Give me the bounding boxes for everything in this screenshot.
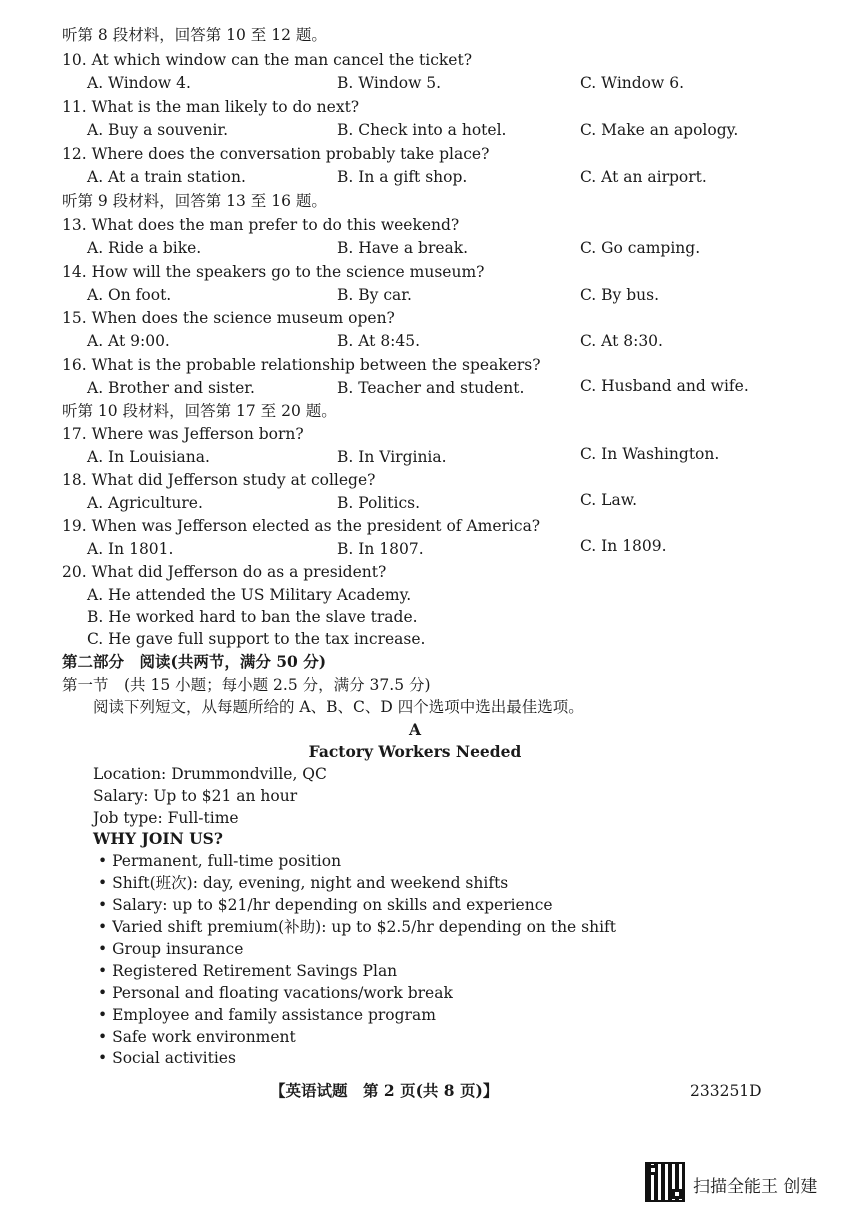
option-14a: A. On foot. [87, 286, 172, 304]
passage-title: Factory Workers Needed [308, 742, 522, 761]
benefit-item: • Salary: up to $21/hr depending on skills and experience [98, 896, 553, 914]
ad-job-type: Job type: Full-time [93, 809, 239, 827]
ad-location: Location: Drummondville, QC [93, 765, 327, 783]
option-15c: C. At 8:30. [580, 332, 663, 350]
option-10c: C. Window 6. [580, 74, 684, 92]
option-13b: B. Have a break. [337, 239, 469, 257]
option-15b: B. At 8:45. [337, 332, 421, 350]
option-18a: A. Agriculture. [87, 494, 203, 512]
question-17: 17. Where was Jefferson born? [62, 425, 304, 443]
question-10: 10. At which window can the man cancel the ticket? [62, 51, 473, 69]
option-19c: C. In 1809. [580, 537, 667, 555]
benefit-item: • Registered Retirement Savings Plan [98, 962, 398, 980]
option-17b: B. In Virginia. [337, 448, 447, 466]
qr-code-icon [645, 1162, 685, 1202]
option-12a: A. At a train station. [87, 168, 246, 186]
option-17c: C. In Washington. [580, 445, 720, 463]
question-16: 16. What is the probable relationship between the speakers? [62, 356, 541, 374]
benefit-item: • Group insurance [98, 940, 244, 958]
question-14: 14. How will the speakers go to the science museum? [62, 263, 485, 281]
benefit-item: • Employee and family assistance program [98, 1006, 436, 1024]
option-19b: B. In 1807. [337, 540, 424, 558]
option-16a: A. Brother and sister. [87, 379, 255, 397]
option-11a: A. Buy a souvenir. [87, 121, 229, 139]
benefit-item: • Varied shift premium(补助): up to $2.5/hr depending on the shift [98, 918, 617, 936]
part2-section1: 第一节 (共 15 小题；每小题 2.5 分，满分 37.5 分) [62, 676, 431, 694]
option-14c: C. By bus. [580, 286, 660, 304]
benefit-item: • Safe work environment [98, 1028, 296, 1046]
option-10a: A. Window 4. [87, 74, 191, 92]
question-20: 20. What did Jefferson do as a president? [62, 563, 387, 581]
question-12: 12. Where does the conversation probably take place? [62, 145, 490, 163]
option-19a: A. In 1801. [87, 540, 174, 558]
scanner-watermark: 扫描全能王 创建 [693, 1177, 818, 1197]
ad-why-heading: WHY JOIN US? [93, 829, 223, 848]
benefit-item: • Permanent, full-time position [98, 852, 342, 870]
option-20c: C. He gave full support to the tax increase. [87, 630, 426, 648]
benefit-item: • Personal and floating vacations/work break [98, 984, 453, 1002]
option-18b: B. Politics. [337, 494, 421, 512]
question-19: 19. When was Jefferson elected as the president of America? [62, 517, 541, 535]
exam-code: 233251D [690, 1082, 762, 1100]
option-13a: A. Ride a bike. [87, 239, 202, 257]
option-15a: A. At 9:00. [87, 332, 170, 350]
option-12b: B. In a gift shop. [337, 168, 468, 186]
option-16b: B. Teacher and student. [337, 379, 525, 397]
option-20b: B. He worked hard to ban the slave trade. [87, 608, 418, 626]
option-17a: A. In Louisiana. [87, 448, 210, 466]
benefit-item: • Shift(班次): day, evening, night and weekend shifts [98, 874, 509, 892]
option-16c: C. Husband and wife. [580, 377, 749, 395]
part2-instruction: 阅读下列短文，从每题所给的 A、B、C、D 四个选项中选出最佳选项。 [93, 698, 584, 716]
option-18c: C. Law. [580, 491, 638, 509]
page-footer-label: 【英语试题 第 2 页(共 8 页)】 [270, 1081, 499, 1100]
question-15: 15. When does the science museum open? [62, 309, 395, 327]
section-header-10: 听第 10 段材料，回答第 17 至 20 题。 [62, 402, 337, 420]
question-18: 18. What did Jefferson study at college? [62, 471, 376, 489]
ad-salary: Salary: Up to $21 an hour [93, 787, 298, 805]
option-10b: B. Window 5. [337, 74, 442, 92]
question-13: 13. What does the man prefer to do this weekend? [62, 216, 460, 234]
option-14b: B. By car. [337, 286, 412, 304]
option-13c: C. Go camping. [580, 239, 701, 257]
passage-letter: A [408, 720, 422, 739]
section-header-8: 听第 8 段材料，回答第 10 至 12 题。 [62, 26, 327, 44]
section-header-9: 听第 9 段材料，回答第 13 至 16 题。 [62, 192, 327, 210]
benefit-item: • Social activities [98, 1049, 236, 1067]
option-12c: C. At an airport. [580, 168, 707, 186]
part2-heading: 第二部分 阅读(共两节，满分 50 分) [62, 652, 327, 671]
option-11b: B. Check into a hotel. [337, 121, 507, 139]
option-20a: A. He attended the US Military Academy. [87, 586, 412, 604]
question-11: 11. What is the man likely to do next? [62, 98, 360, 116]
option-11c: C. Make an apology. [580, 121, 739, 139]
